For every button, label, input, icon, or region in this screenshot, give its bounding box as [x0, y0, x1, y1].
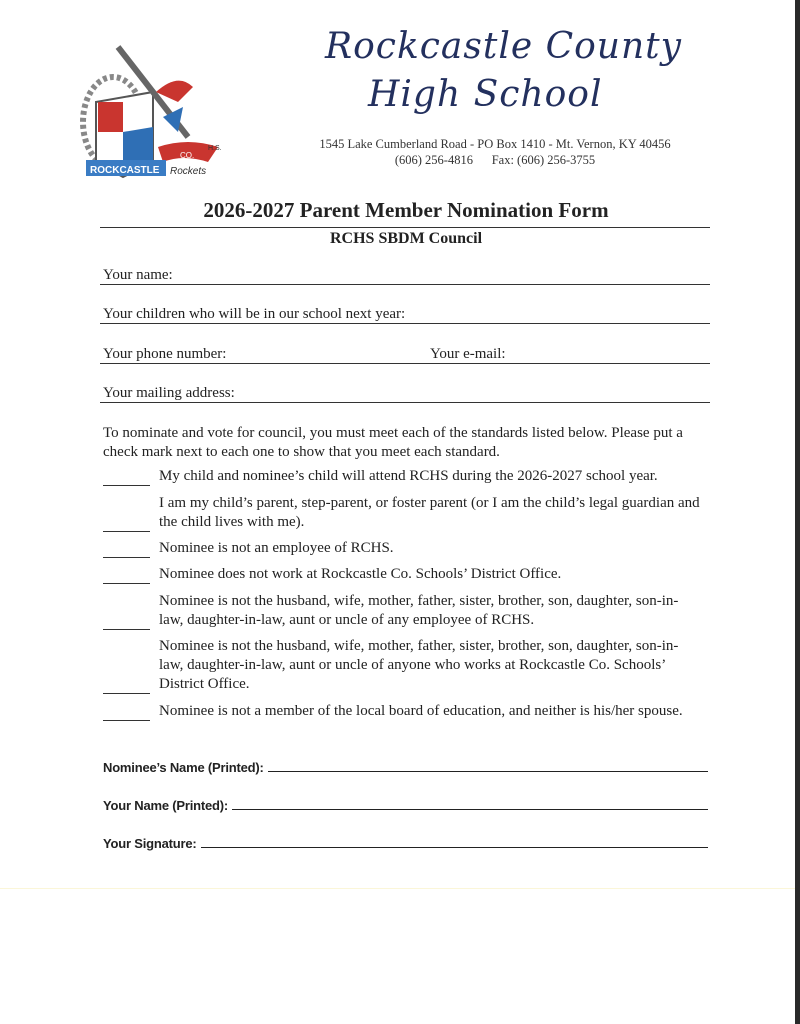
signature-label: Your Signature: — [103, 836, 197, 851]
check-blank[interactable] — [103, 556, 150, 558]
form-title: 2026-2027 Parent Member Nomination Form — [203, 198, 609, 222]
nominee-name-field — [103, 760, 708, 775]
standard-item — [103, 565, 723, 584]
signature-line[interactable] — [201, 846, 708, 848]
check-blank[interactable] — [103, 628, 150, 630]
name-input-line[interactable] — [100, 284, 710, 285]
standard-text: Nominee is not an employee of RCHS. — [159, 540, 394, 556]
standard-text: Nominee is not a member of the local board of education, and neither is his/her spouse. — [159, 703, 683, 719]
check-blank[interactable] — [103, 719, 150, 721]
standard-item — [103, 494, 723, 532]
nominee-name-label: Nominee’s Name (Printed): — [103, 760, 264, 775]
school-crest-logo — [68, 32, 228, 192]
phone-email-input-line[interactable] — [100, 363, 710, 364]
standard-item — [103, 637, 723, 694]
address-input-line[interactable] — [100, 402, 710, 403]
nominee-name-line[interactable] — [268, 770, 708, 772]
standard-text: Nominee is not the husband, wife, mother, father, sister, brother, son, daughter, son-in-law, daughter-in-law, aunt or uncle of anyone who works at Rockcastle Co. Schools’ District Office. — [159, 638, 679, 692]
your-name-line[interactable] — [232, 808, 708, 810]
school-fax: Fax: (606) 256-3755 — [491, 153, 596, 167]
your-name-label: Your Name (Printed): — [103, 798, 229, 813]
check-blank[interactable] — [103, 692, 150, 694]
title-rule — [100, 227, 710, 228]
standard-item — [103, 592, 723, 630]
school-phone: (606) 256-4816 — [394, 153, 473, 167]
your-name-field — [103, 798, 708, 813]
children-input-line[interactable] — [100, 323, 710, 324]
svg-text:Rockets: Rockets — [170, 166, 207, 177]
school-name-line1: Rockcastle County — [325, 26, 682, 67]
svg-text:CO.: CO. — [180, 151, 195, 160]
name-label: Your name: — [103, 267, 173, 283]
standard-text: Nominee is not the husband, wife, mother, father, sister, brother, son, daughter, son-in-law, daughter-in-law, aunt or uncle of any employee of RCHS. — [159, 593, 679, 628]
school-contact — [285, 153, 705, 168]
standard-item — [103, 467, 723, 486]
phone-label: Your phone number: — [103, 346, 227, 362]
standard-item — [103, 539, 723, 558]
check-blank[interactable] — [103, 484, 150, 486]
signature-field — [103, 836, 708, 851]
svg-text:ROCKCASTLE: ROCKCASTLE — [90, 165, 160, 176]
email-label: Your e-mail: — [430, 346, 506, 362]
standard-text: My child and nominee’s child will attend RCHS during the 2026-2027 school year. — [159, 468, 658, 484]
children-label: Your children who will be in our school next year: — [103, 306, 406, 322]
page-divider — [0, 888, 795, 889]
standard-text: I am my child’s parent, step-parent, or foster parent (or I am the child’s legal guardian and the child lives with me). — [159, 495, 700, 530]
form-subtitle: RCHS SBDM Council — [329, 230, 483, 247]
svg-text:H.S.: H.S. — [208, 145, 222, 152]
check-blank[interactable] — [103, 530, 150, 532]
scan-edge — [795, 0, 800, 1024]
school-address: 1545 Lake Cumberland Road - PO Box 1410 - Mt. Vernon, KY 40456 — [319, 137, 671, 151]
address-label: Your mailing address: — [103, 385, 235, 401]
standard-text: Nominee does not work at Rockcastle Co. Schools’ District Office. — [159, 566, 562, 582]
standard-item — [103, 702, 723, 721]
instructions: To nominate and vote for council, you must meet each of the standards listed below. Please put a check mark next to each one to show that you meet each standard. — [103, 425, 683, 460]
school-name-line2: High School — [368, 74, 603, 115]
check-blank[interactable] — [103, 582, 150, 584]
